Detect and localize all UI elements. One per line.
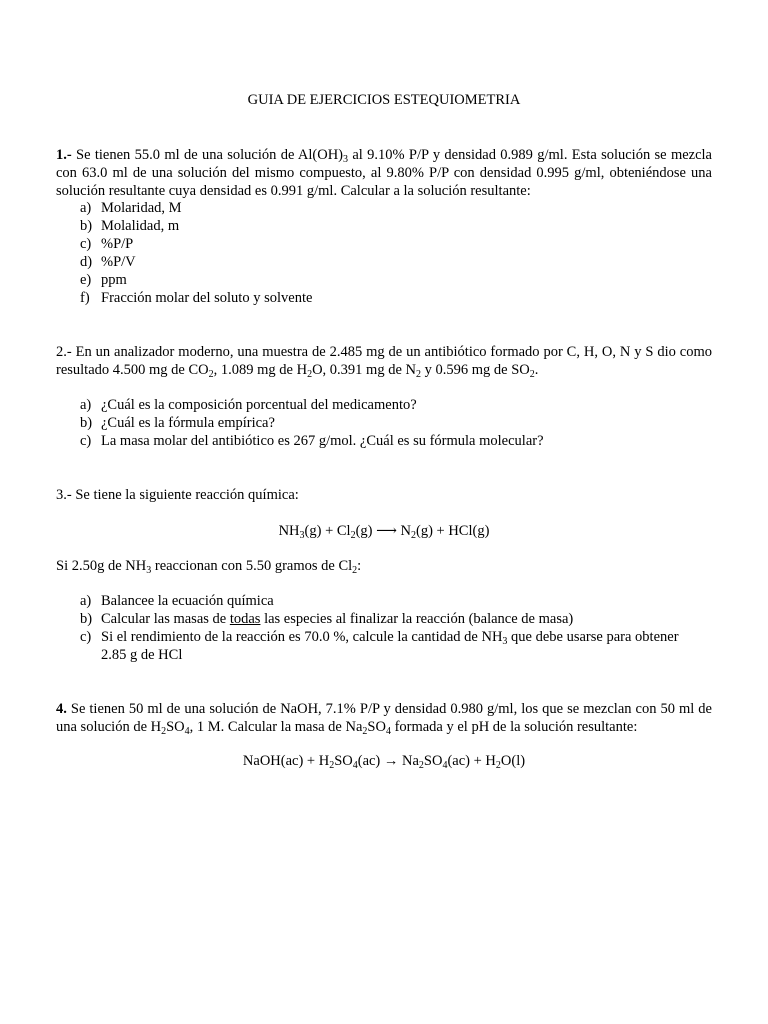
exercise-1-item-f: f) Fracción molar del soluto y solvente	[80, 290, 313, 306]
exercise-3-item-c: c) Si el rendimiento de la reacción es 70.0 %, calcule la cantidad de $NH_3$ que debe usarse para obtener	[80, 629, 679, 647]
exercise-1-item-b: b) Molalidad, m	[80, 218, 180, 234]
page-title: GUIA DE EJERCICIOS ESTEQUIOMETRIA	[247, 92, 521, 108]
exercise-1-item-c: c) %P/P	[80, 236, 134, 252]
exercise-1-item-e: e) ppm	[80, 272, 127, 288]
exercise-3-condition: Si 2.50g de $NH_3$ reaccionan con 5.50 gramos de $Cl_2$:	[56, 558, 362, 576]
exercise-4-equation: NaOH(ac) + $H_2SO_4(ac) \to Na_2SO_4(ac) + H_2O(l)$	[242, 753, 526, 771]
exercise-3-item-c-continuation: 2.85 g de HCl	[101, 647, 183, 663]
exercise-2-statement: 2.- En un analizador moderno, una muestra de 2.485 mg de un antibiótico formado por C, H, O, N y S dio como resultado 4.500 mg de $CO_2$, 1.089 mg de $H_2O$, 0.391 mg de $N_2$ y 0.596 mg de $SO_2$.	[56, 344, 712, 380]
exercise-4-statement: 4. Se tienen 50 ml de una solución de NaOH, 7.1% P/P y densidad 0.980 g/ml, los que se mezclan con 50 ml de una solución de $H_2SO_4$, 1 M. Calcular la masa de $Na_2SO_4$ formada y el pH de la solución resultante:	[56, 701, 712, 737]
exercise-1-number: 1.-	[56, 147, 72, 163]
exercise-2-item-a: a) ¿Cuál es la composición porcentual del medicamento?	[80, 397, 417, 413]
exercise-1-statement: 1.- Se tienen 55.0 ml de una solución de $Al(OH)_3$ al 9.10% P/P y densidad 0.989 g/ml. Esta solución se mezcla con 63.0 ml de una solución del mismo compuesto, al 9.80% P/P con densidad 0.995 g/ml, obteniéndose una solución resultante cuya densidad es 0.991 g/ml. Calcular a la solución resultante:	[56, 147, 712, 199]
exercise-1-item-a: a) Molaridad, M	[80, 200, 182, 216]
exercise-3-equation: $NH_3(g) + Cl_2(g)$ ⟶ $N_2(g) + HCl(g)$	[278, 523, 490, 541]
exercise-3-intro: 3.- Se tiene la siguiente reacción química:	[56, 487, 299, 503]
exercise-2-item-b: b) ¿Cuál es la fórmula empírica?	[80, 415, 275, 431]
exercise-3-item-b: b) Calcular las masas de todas las especies al finalizar la reacción (balance de masa)	[80, 611, 574, 627]
exercise-4-number: 4.	[56, 701, 67, 717]
exercise-1-item-d: d) %P/V	[80, 254, 136, 270]
exercise-2-item-c: c) La masa molar del antibiótico es 267 g/mol. ¿Cuál es su fórmula molecular?	[80, 433, 544, 449]
exercise-3-item-a: a) Balancee la ecuación química	[80, 593, 274, 609]
